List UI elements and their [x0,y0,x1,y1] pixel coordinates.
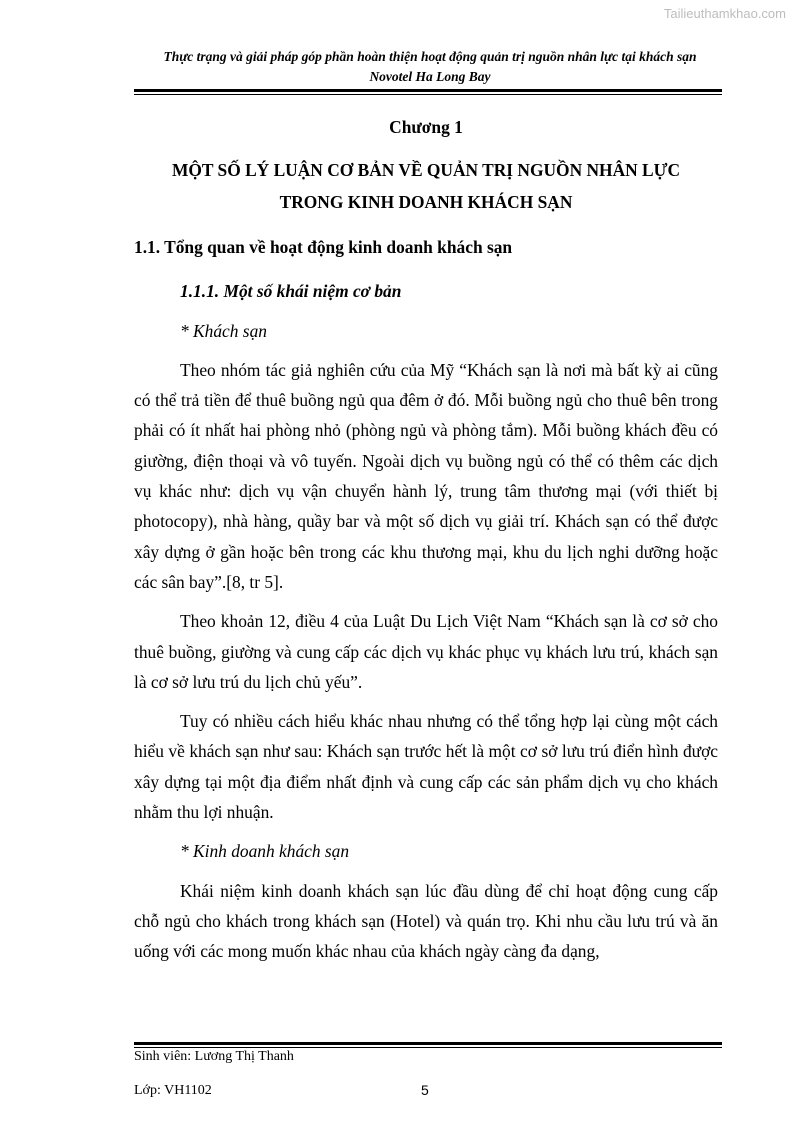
paragraph: Khái niệm kinh doanh khách sạn lúc đầu dùng để chỉ hoạt động cung cấp chỗ ngủ cho khách trong khách sạn (Hotel) và quán trọ. Khi nhu cầu lưu trú và ăn uống với các mong muốn khác nhau của khách ngày càng đa dạng, [134,880,718,962]
paragraph: Theo nhóm tác giả nghiên cứu của Mỹ “Khách sạn là nơi mà bất kỳ ai cũng có thể trả tiền để thuê buồng ngủ qua đêm ở đó. Mỗi buồng ngủ cho thuê bên trong phải có ít nhất hai phòng nhỏ (phòng ngủ và phòng tắm). Mỗi buồng khách đều có giường, điện thoại và vô tuyến. Ngoài dịch vụ buồng ngủ có thể có thêm các dịch vụ khác như: dịch vụ vận chuyển hành lý, trung tâm thương mại (với thiết bị photocopy), nhà hàng, quầy bar và một số dịch vụ giải trí. Khách sạn có thể được xây dựng ở gần hoặc bên trong các khu thương mại, khu du lịch nghi dưỡng hoặc các sân bay”.[8, tr 5]. [134,359,718,592]
header-rule-thick [134,89,722,92]
page-body [134,112,718,976]
term-heading-hotel-business: * Kinh doanh khách sạn [180,841,350,862]
running-header-line-1: Thực trạng và giải pháp góp phần hoàn thiện hoạt động quản trị nguồn nhân lực tại khách sạn [163,49,697,64]
chapter-title-line-2: TRONG KINH DOANH KHÁCH SẠN [279,192,573,212]
chapter-title-line-1: MỘT SỐ LÝ LUẬN CƠ BẢN VỀ QUẢN TRỊ NGUỒN NHÂN LỰC [171,160,681,180]
footer-class: Lớp: VH1102 [134,1083,212,1098]
chapter-label: Chương 1 [389,117,463,137]
footer-rule-thick [134,1042,722,1045]
term-heading-hotel: * Khách sạn [180,320,267,341]
header-rule-thin [134,94,722,95]
footer-rule-thin [134,1047,722,1048]
subsection-heading: 1.1.1. Một số khái niệm cơ bản [180,281,402,302]
paragraph: Tuy có nhiều cách hiểu khác nhau nhưng có thể tổng hợp lại cùng một cách hiểu về khách sạn như sau: Khách sạn trước hết là một cơ sở lưu trú điển hình được xây dựng tại một địa điểm nhất định và cung cấp các sản phẩm dịch vụ cho khách nhằm thu lợi nhuận. [134,711,718,823]
watermark: Tailieuthamkhao.com [663,6,786,21]
footer-student-name: Sinh viên: Lương Thị Thanh [134,1049,294,1064]
chapter-title [134,154,718,218]
section-heading: 1.1. Tổng quan về hoạt động kinh doanh khách sạn [134,237,513,257]
paragraph: Theo khoản 12, điều 4 của Luật Du Lịch Việt Nam “Khách sạn là cơ sở cho thuê buồng, giường và cung cấp các dịch vụ khác phục vụ khách lưu trú, khách sạn là cơ sở lưu trú du lịch chủ yếu”. [134,611,718,692]
running-header-line-2: Novotel Ha Long Bay [369,69,491,84]
page-number: 5 [421,1082,429,1098]
running-header [120,47,740,87]
